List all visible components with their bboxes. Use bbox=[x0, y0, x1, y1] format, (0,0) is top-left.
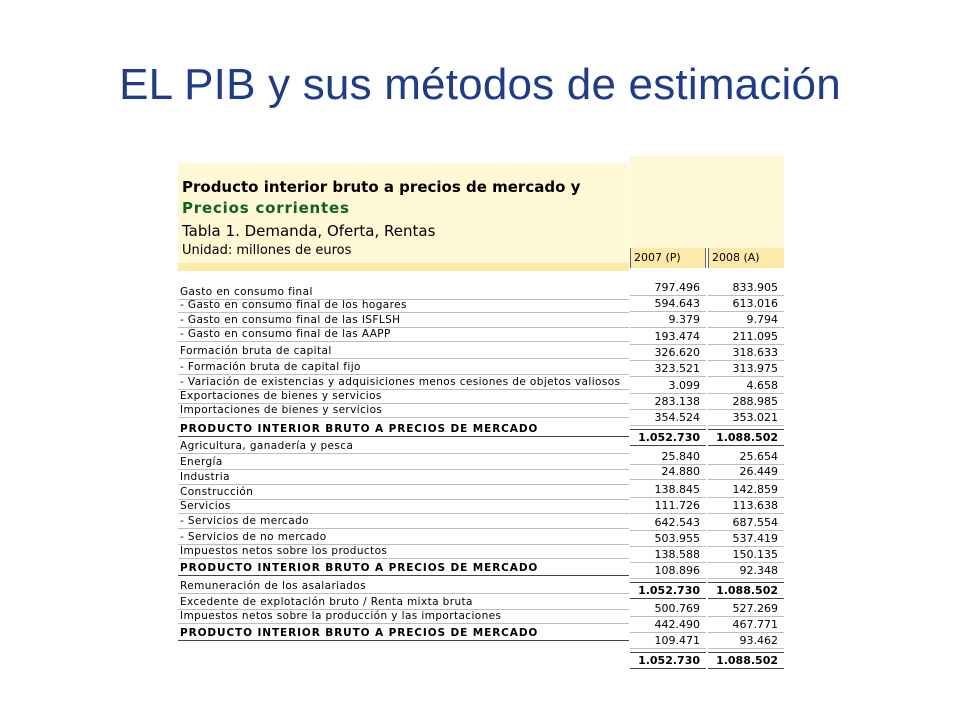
value-divider bbox=[708, 445, 784, 446]
value-divider bbox=[708, 652, 784, 653]
column-header-2007: 2007 (P) bbox=[630, 248, 706, 268]
value-divider bbox=[708, 327, 784, 328]
value-divider bbox=[630, 344, 706, 345]
table-title: Producto interior bruto a precios de mercado y bbox=[182, 178, 581, 196]
row-label: PRODUCTO INTERIOR BRUTO A PRECIOS DE MERCADO bbox=[180, 562, 539, 574]
value-divider bbox=[630, 530, 706, 531]
value-2008: 537.419 bbox=[732, 532, 778, 545]
header-strip bbox=[178, 263, 629, 271]
value-2008: 142.859 bbox=[732, 483, 778, 496]
value-divider bbox=[630, 668, 706, 669]
value-2008: 687.554 bbox=[732, 516, 778, 529]
value-divider bbox=[708, 562, 784, 563]
row-label: - Gasto en consumo final de los hogares bbox=[180, 299, 407, 311]
row-label: Agricultura, ganadería y pesca bbox=[180, 440, 354, 452]
value-2007: 797.496 bbox=[654, 281, 700, 294]
row-divider bbox=[178, 623, 629, 624]
row-label: Construcción bbox=[180, 486, 254, 498]
row-label: Importaciones de bienes y servicios bbox=[180, 404, 383, 416]
row-label: Industria bbox=[180, 471, 230, 483]
value-2007: 138.588 bbox=[654, 548, 700, 561]
value-divider bbox=[630, 616, 706, 617]
column-header-2008: 2008 (A) bbox=[708, 248, 784, 268]
row-divider bbox=[178, 341, 629, 342]
value-2008: 613.016 bbox=[732, 297, 778, 310]
value-2007: 442.490 bbox=[654, 618, 700, 631]
value-divider bbox=[630, 360, 706, 361]
value-divider bbox=[630, 295, 706, 296]
value-divider bbox=[630, 632, 706, 633]
value-divider bbox=[630, 648, 706, 649]
row-divider bbox=[178, 640, 629, 641]
row-divider bbox=[178, 499, 629, 500]
gdp-table bbox=[178, 156, 784, 670]
value-divider bbox=[630, 409, 706, 410]
row-divider bbox=[178, 358, 629, 359]
row-label: - Servicios de mercado bbox=[180, 515, 309, 527]
value-2007: 138.845 bbox=[654, 483, 700, 496]
value-divider bbox=[708, 616, 784, 617]
value-2008: 1.088.502 bbox=[716, 584, 778, 597]
value-2008: 313.975 bbox=[732, 362, 778, 375]
slide-title: EL PIB y sus métodos de estimación bbox=[119, 60, 841, 109]
value-divider bbox=[630, 652, 706, 653]
row-label: Impuestos netos sobre la producción y las importaciones bbox=[180, 610, 502, 622]
row-label: Gasto en consumo final bbox=[180, 286, 313, 298]
row-divider bbox=[178, 528, 629, 529]
row-divider bbox=[178, 417, 629, 418]
value-2008: 25.654 bbox=[739, 450, 778, 463]
value-divider bbox=[708, 393, 784, 394]
value-2008: 318.633 bbox=[732, 346, 778, 359]
row-label: - Gasto en consumo final de las ISFLSH bbox=[180, 314, 401, 326]
row-label: Servicios bbox=[180, 500, 231, 512]
value-divider bbox=[630, 393, 706, 394]
value-divider bbox=[708, 546, 784, 547]
value-2008: 4.658 bbox=[746, 379, 778, 392]
row-label: - Servicios de no mercado bbox=[180, 531, 327, 543]
value-2007: 594.643 bbox=[654, 297, 700, 310]
value-2008: 26.449 bbox=[739, 465, 778, 478]
value-2008: 211.095 bbox=[732, 330, 778, 343]
value-divider bbox=[630, 546, 706, 547]
value-2008: 92.348 bbox=[739, 564, 778, 577]
value-divider bbox=[708, 497, 784, 498]
value-2007: 193.474 bbox=[654, 330, 700, 343]
row-divider bbox=[178, 484, 629, 485]
value-divider bbox=[708, 513, 784, 514]
row-label: PRODUCTO INTERIOR BRUTO A PRECIOS DE MERCADO bbox=[180, 627, 539, 639]
value-2007: 354.524 bbox=[654, 411, 700, 424]
value-divider bbox=[708, 479, 784, 480]
row-divider bbox=[178, 312, 629, 313]
value-2008: 150.135 bbox=[732, 548, 778, 561]
row-divider bbox=[178, 436, 629, 437]
value-2007: 24.880 bbox=[661, 465, 700, 478]
value-divider bbox=[630, 445, 706, 446]
value-2008: 833.905 bbox=[732, 281, 778, 294]
row-label: Exportaciones de bienes y servicios bbox=[180, 390, 382, 402]
value-divider bbox=[708, 578, 784, 579]
value-divider bbox=[630, 311, 706, 312]
value-divider bbox=[630, 562, 706, 563]
value-2007: 642.543 bbox=[654, 516, 700, 529]
row-divider bbox=[178, 374, 629, 375]
value-divider bbox=[630, 578, 706, 579]
value-2007: 25.840 bbox=[661, 450, 700, 463]
value-divider bbox=[708, 360, 784, 361]
row-label: Excedente de explotación bruto / Renta mixta bruta bbox=[180, 596, 473, 608]
value-divider bbox=[708, 425, 784, 426]
value-divider bbox=[630, 479, 706, 480]
value-divider bbox=[630, 497, 706, 498]
value-2007: 1.052.730 bbox=[638, 654, 700, 667]
value-divider bbox=[630, 376, 706, 377]
value-2007: 3.099 bbox=[668, 379, 700, 392]
header-right-block bbox=[630, 156, 784, 248]
value-divider bbox=[630, 327, 706, 328]
value-divider bbox=[708, 668, 784, 669]
row-divider bbox=[178, 593, 629, 594]
value-divider bbox=[630, 598, 706, 599]
value-2007: 326.620 bbox=[654, 346, 700, 359]
value-2007: 323.521 bbox=[654, 362, 700, 375]
table-unit: Unidad: millones de euros bbox=[182, 243, 352, 258]
value-2008: 467.771 bbox=[732, 618, 778, 631]
row-divider bbox=[178, 575, 629, 576]
value-divider bbox=[630, 429, 706, 430]
value-divider bbox=[708, 598, 784, 599]
value-2007: 283.138 bbox=[654, 395, 700, 408]
value-divider bbox=[708, 429, 784, 430]
value-divider bbox=[708, 530, 784, 531]
row-label: - Formación bruta de capital fijo bbox=[180, 361, 361, 373]
value-2008: 288.985 bbox=[732, 395, 778, 408]
value-2007: 109.471 bbox=[654, 634, 700, 647]
value-2007: 503.955 bbox=[654, 532, 700, 545]
value-divider bbox=[708, 311, 784, 312]
row-divider bbox=[178, 469, 629, 470]
row-label: Impuestos netos sobre los productos bbox=[180, 545, 388, 557]
value-divider bbox=[708, 295, 784, 296]
value-2008: 9.794 bbox=[746, 313, 778, 326]
value-2007: 1.052.730 bbox=[638, 431, 700, 444]
row-label: PRODUCTO INTERIOR BRUTO A PRECIOS DE MERCADO bbox=[180, 423, 539, 435]
value-2007: 108.896 bbox=[654, 564, 700, 577]
table-header-block bbox=[178, 163, 629, 271]
value-2007: 1.052.730 bbox=[638, 584, 700, 597]
value-divider bbox=[708, 376, 784, 377]
value-2008: 353.021 bbox=[732, 411, 778, 424]
row-label: Formación bruta de capital bbox=[180, 345, 332, 357]
row-divider bbox=[178, 558, 629, 559]
value-2008: 1.088.502 bbox=[716, 654, 778, 667]
table-caption: Tabla 1. Demanda, Oferta, Rentas bbox=[182, 222, 436, 240]
row-label: - Variación de existencias y adquisiciones menos cesiones de objetos valiosos bbox=[180, 376, 621, 388]
value-2007: 500.769 bbox=[654, 602, 700, 615]
value-divider bbox=[708, 632, 784, 633]
row-label: Remuneración de los asalariados bbox=[180, 580, 367, 592]
value-2008: 527.269 bbox=[732, 602, 778, 615]
value-divider bbox=[708, 582, 784, 583]
value-divider bbox=[630, 513, 706, 514]
column-separator bbox=[706, 248, 707, 670]
row-divider bbox=[178, 513, 629, 514]
value-divider bbox=[708, 648, 784, 649]
value-2008: 113.638 bbox=[732, 499, 778, 512]
value-divider bbox=[630, 425, 706, 426]
value-divider bbox=[630, 582, 706, 583]
value-divider bbox=[708, 344, 784, 345]
row-label: - Gasto en consumo final de las AAPP bbox=[180, 328, 391, 340]
value-2007: 9.379 bbox=[668, 313, 700, 326]
value-2008: 93.462 bbox=[739, 634, 778, 647]
value-divider bbox=[708, 409, 784, 410]
value-2008: 1.088.502 bbox=[716, 431, 778, 444]
table-subtitle: Precios corrientes bbox=[182, 199, 350, 217]
row-divider bbox=[178, 453, 629, 454]
row-label: Energía bbox=[180, 456, 223, 468]
value-2007: 111.726 bbox=[654, 499, 700, 512]
